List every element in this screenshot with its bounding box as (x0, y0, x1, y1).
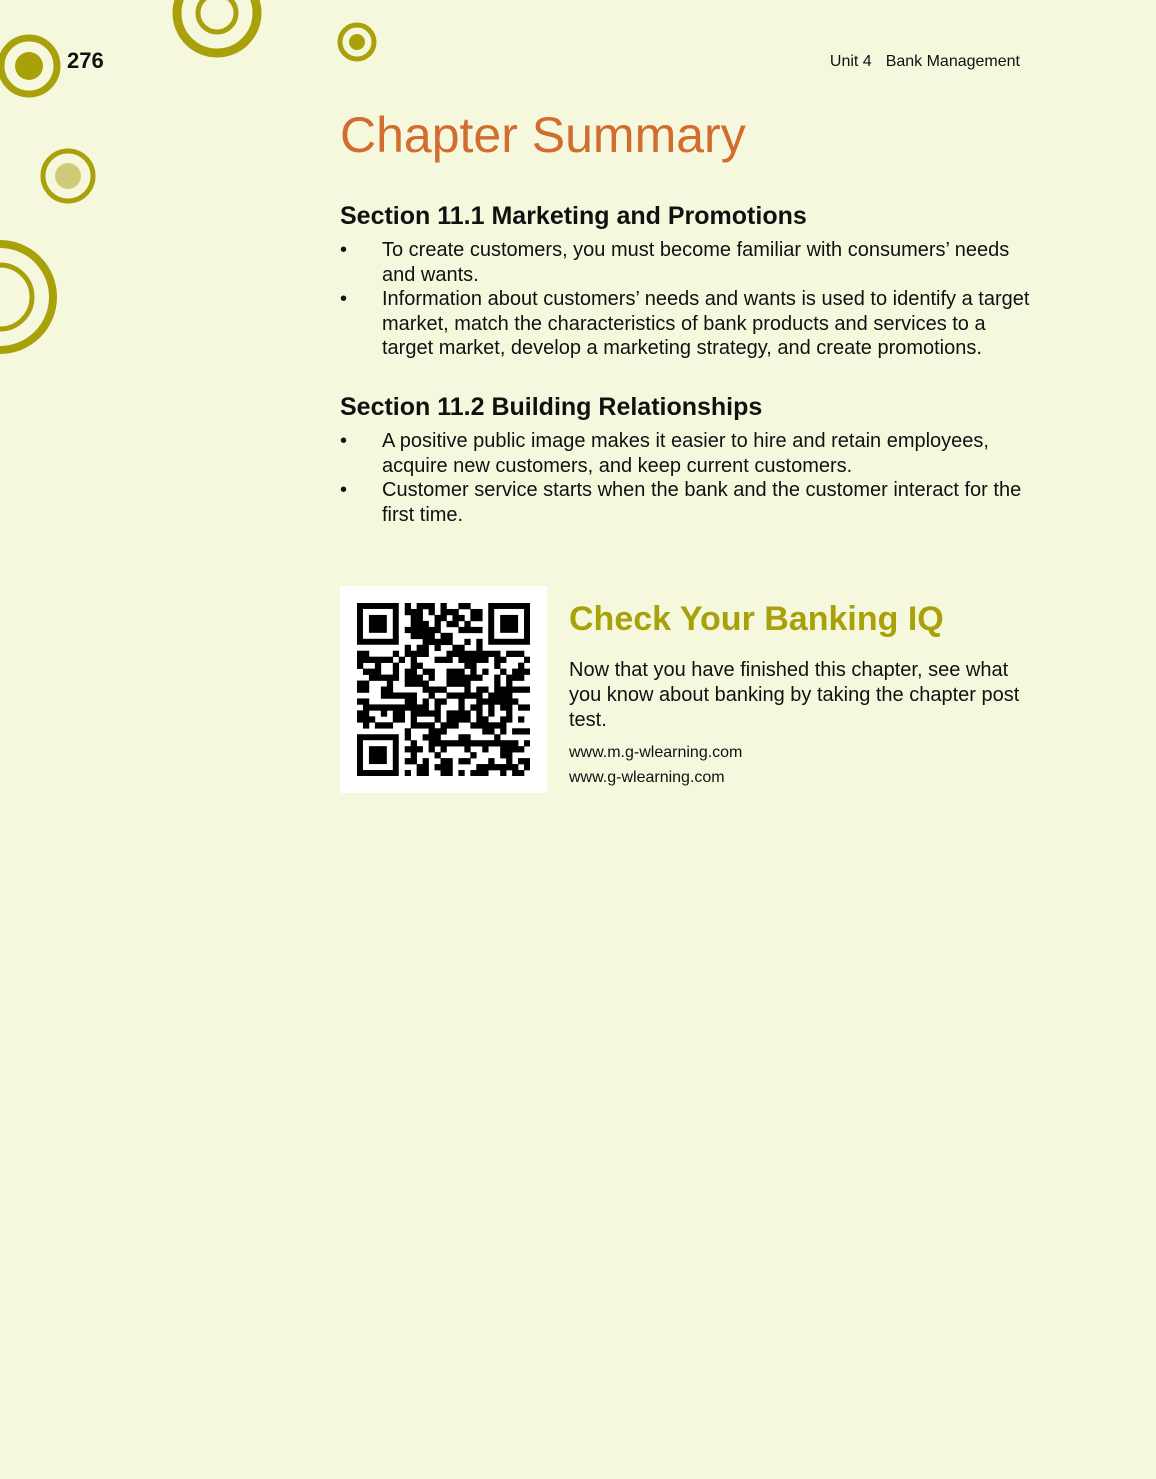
list-item: • Customer service starts when the bank and the customer interact for the first time. (340, 479, 1022, 526)
web-link[interactable]: www.g-wlearning.com (569, 769, 725, 786)
circle-large-left-inner (0, 265, 32, 329)
bullet-icon: • (340, 479, 348, 502)
section-11-1-bullets (340, 238, 1030, 361)
circle-header-small-dot (349, 34, 365, 50)
banking-iq-panel (340, 586, 1030, 794)
banking-iq-text (569, 596, 1029, 790)
circle-mid-left-dot (55, 163, 81, 189)
running-head (830, 51, 1020, 73)
circle-top-center-outer (177, 0, 257, 53)
unit-label: Unit 4 (829, 53, 872, 70)
circle-top-left-dot (15, 52, 43, 80)
chapter-summary (340, 104, 1030, 527)
unit-title: Bank Management (885, 53, 1020, 70)
list-item: • Information about customers’ needs and wants is used to identify a target market, match the characteristics of bank products and services to a target market, develop a marketing strategy, and create promotions. (340, 288, 1030, 360)
list-item: • A positive public image makes it easier to hire and retain employees, acquire new customers, and keep current customers. (340, 429, 989, 477)
bullet-icon: • (340, 239, 348, 261)
banking-iq-title: Check Your Banking IQ (569, 600, 944, 638)
circle-large-left-outer (0, 244, 53, 350)
chapter-title: Chapter Summary (340, 107, 746, 163)
section-heading-11-2: Section 11.2 Building Relationships (340, 392, 763, 421)
bullet-icon: • (340, 288, 348, 311)
mobile-link[interactable]: www.m.g-wlearning.com (569, 744, 743, 761)
section-heading-11-1: Section 11.1 Marketing and Promotions (340, 202, 807, 230)
banking-iq-body: Now that you have finished this chapter, see what you know about banking by taking the chapter post test. (569, 659, 1020, 731)
qr-code-icon (357, 603, 530, 776)
page-number: 276 (67, 48, 104, 73)
section-11-2-bullets (340, 429, 1030, 527)
bullet-icon: • (340, 429, 348, 452)
circle-top-center-inner (198, 0, 236, 32)
list-item: • To create customers, you must become familiar with consumers’ needs and wants. (340, 239, 1010, 286)
qr-code[interactable] (340, 586, 547, 793)
